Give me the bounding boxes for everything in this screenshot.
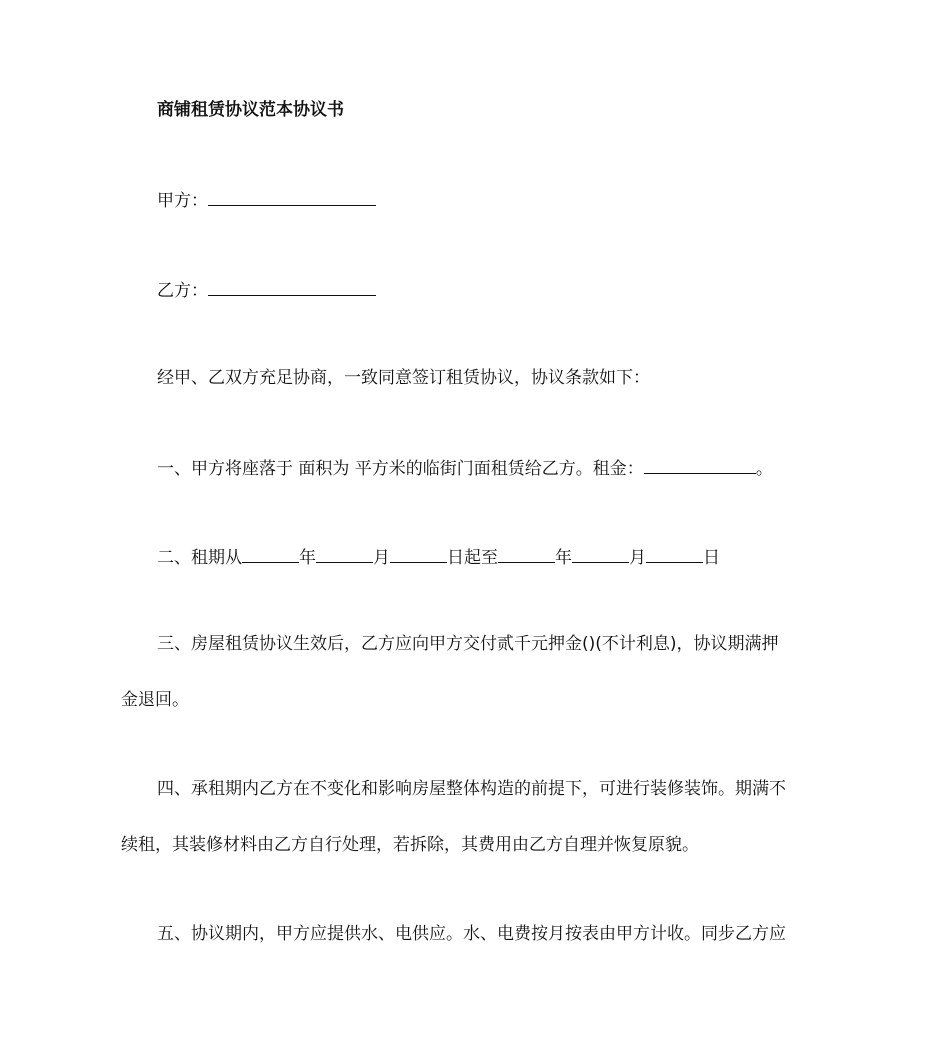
clause-4-line-1: 四、承租期内乙方在不变化和影响房屋整体构造的前提下，可进行装修装饰。期满不 bbox=[157, 779, 786, 799]
clause-3-line-1: 三、房屋租赁协议生效后，乙方应向甲方交付贰千元押金()(不计利息)，协议期满押 bbox=[157, 634, 779, 654]
start-year-blank bbox=[242, 544, 299, 563]
end-day-blank bbox=[646, 544, 703, 563]
rent-blank bbox=[644, 455, 756, 474]
party-b-blank bbox=[208, 277, 376, 296]
party-a-line bbox=[157, 187, 376, 213]
clause-3-line-2: 金退回。 bbox=[121, 690, 189, 710]
clause-4-line-2: 续租，其装修材料由乙方自行处理，若拆除，其费用由乙方自理并恢复原貌。 bbox=[121, 835, 699, 855]
clause-2-day-2: 日 bbox=[703, 548, 720, 568]
clause-2-month-1: 月 bbox=[373, 548, 390, 568]
clause-1-text: 一、甲方将座落于 面积为 平方米的临街门面租赁给乙方。租金： bbox=[157, 459, 644, 479]
clause-1 bbox=[157, 455, 773, 481]
party-a-blank bbox=[208, 187, 376, 206]
clause-1-end: 。 bbox=[755, 459, 773, 479]
party-b-label: 乙方： bbox=[157, 281, 208, 301]
clause-2-year-1: 年 bbox=[299, 548, 316, 568]
clause-2 bbox=[157, 544, 720, 570]
end-month-blank bbox=[572, 544, 629, 563]
clause-5-line-1: 五、协议期内，甲方应提供水、电供应。水、电费按月按表由甲方计收。同步乙方应 bbox=[157, 924, 786, 944]
clause-2-prefix: 二、租期从 bbox=[157, 548, 242, 568]
start-month-blank bbox=[316, 544, 373, 563]
start-day-blank bbox=[390, 544, 447, 563]
party-b-line bbox=[157, 277, 376, 303]
party-a-label: 甲方： bbox=[157, 191, 208, 211]
document-title: 商铺租赁协议范本协议书 bbox=[157, 100, 344, 120]
clause-2-day-1: 日起至 bbox=[447, 548, 498, 568]
clause-2-year-2: 年 bbox=[555, 548, 572, 568]
intro-paragraph: 经甲、乙双方充足协商，一致同意签订租赁协议，协议条款如下： bbox=[157, 368, 650, 388]
clause-2-month-2: 月 bbox=[629, 548, 646, 568]
end-year-blank bbox=[498, 544, 555, 563]
